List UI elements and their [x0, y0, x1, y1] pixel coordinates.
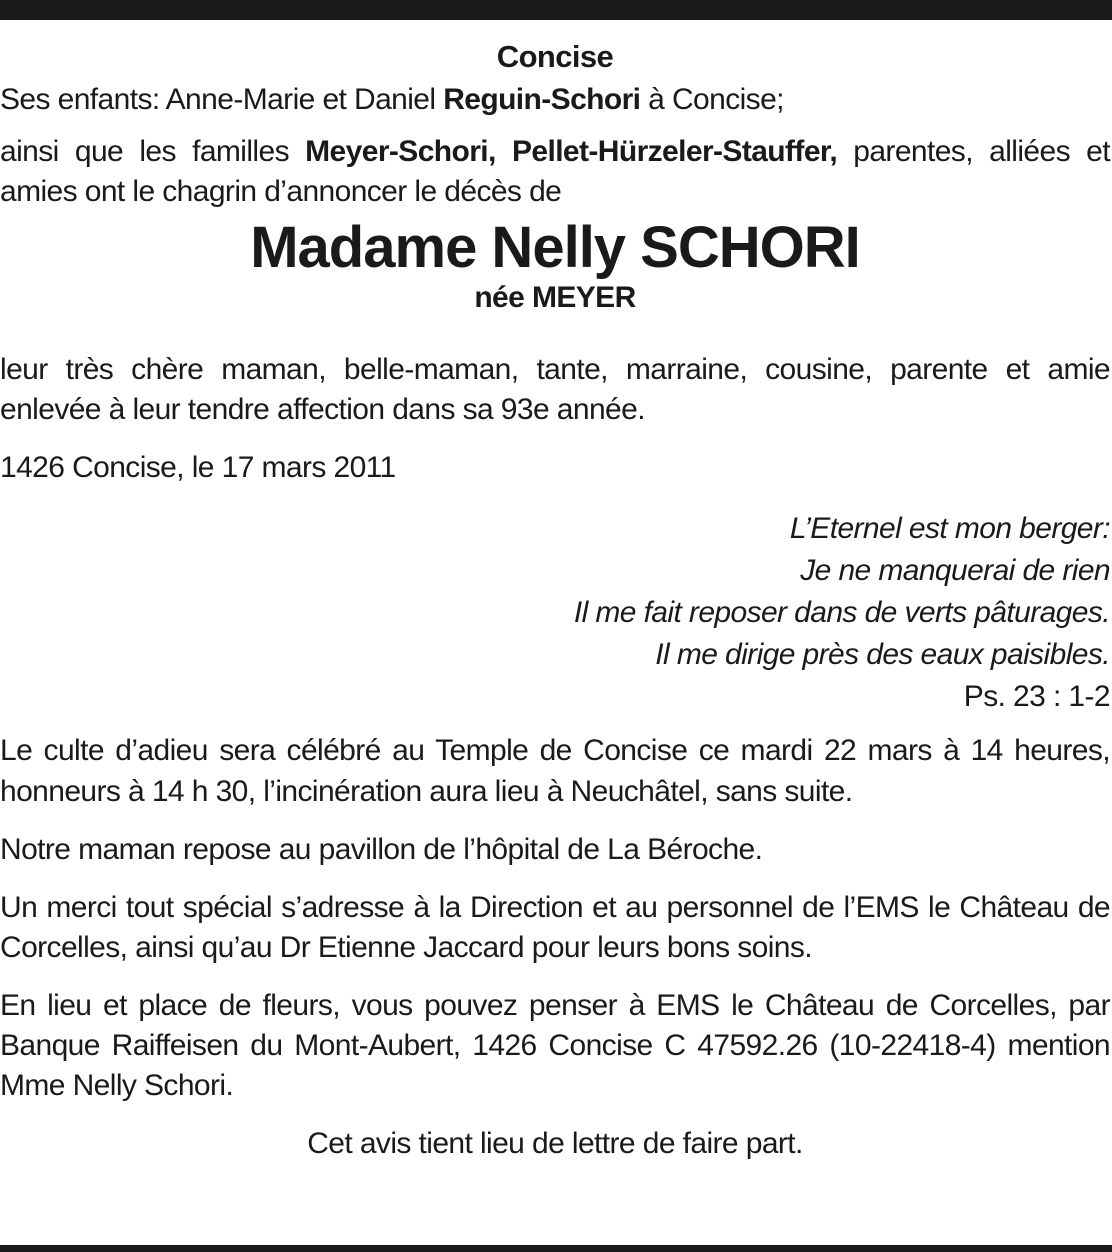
description-paragraph: leur très chère maman, belle-maman, tante, marraine, cousine, parente et amie enlevée à leur tendre affection dans sa 93e année. [0, 353, 1110, 426]
verse-line: Il me fait reposer dans de verts pâturages. [573, 596, 1110, 629]
death-notice [0, 34, 1110, 1164]
verse-line: L’Eternel est mon berger: [789, 512, 1110, 545]
children-line-text: Ses enfants: Anne-Marie et Daniel [0, 83, 444, 116]
families-names: Meyer-Schori, Pellet-Hürzeler-Stauffer, [305, 135, 838, 168]
resting-paragraph: Notre maman repose au pavillon de l’hôpital de La Béroche. [0, 833, 763, 866]
verse-line: Je ne manquerai de rien [800, 554, 1110, 587]
verse-reference: Ps. 23 : 1-2 [963, 680, 1110, 713]
closing-line: Cet avis tient lieu de lettre de faire part. [307, 1127, 803, 1160]
top-rule [0, 0, 1112, 20]
families-line-text: ainsi que les familles [0, 135, 306, 168]
donations-paragraph: En lieu et place de fleurs, vous pouvez penser à EMS le Château de Corcelles, par Banque Raiffeisen du Mont-Aubert, 1426 Concise C 47592.26 (10-22418-4) mention Mme Nelly Schori. [0, 989, 1110, 1102]
place-date: 1426 Concise, le 17 mars 2011 [0, 451, 396, 484]
psalm-verse [0, 508, 1110, 718]
children-family-name: Reguin-Schori [443, 83, 641, 116]
deceased-name: Madame Nelly SCHORI [250, 215, 860, 280]
children-line-location: à Concise; [640, 83, 784, 116]
thanks-paragraph: Un merci tout spécial s’adresse à la Direction et au personnel de l’EMS le Château de Corcelles, ainsi qu’au Dr Etienne Jaccard pour leurs bons soins. [0, 891, 1110, 964]
verse-line: Il me dirige près des eaux paisibles. [655, 638, 1110, 671]
notice-place: Concise [496, 39, 614, 74]
maiden-name: née MEYER [474, 281, 636, 314]
bottom-rule [0, 1245, 1112, 1252]
service-paragraph: Le culte d’adieu sera célébré au Temple de Concise ce mardi 22 mars à 14 heures, honneurs à 14 h 30, l’incinération aura lieu à Neuchâtel, sans suite. [0, 734, 1110, 808]
families-line-rest: parentes, alliées et amies ont le chagrin d’annoncer le décès de [0, 135, 1110, 208]
families-line [0, 132, 1110, 212]
children-line [0, 80, 1110, 120]
